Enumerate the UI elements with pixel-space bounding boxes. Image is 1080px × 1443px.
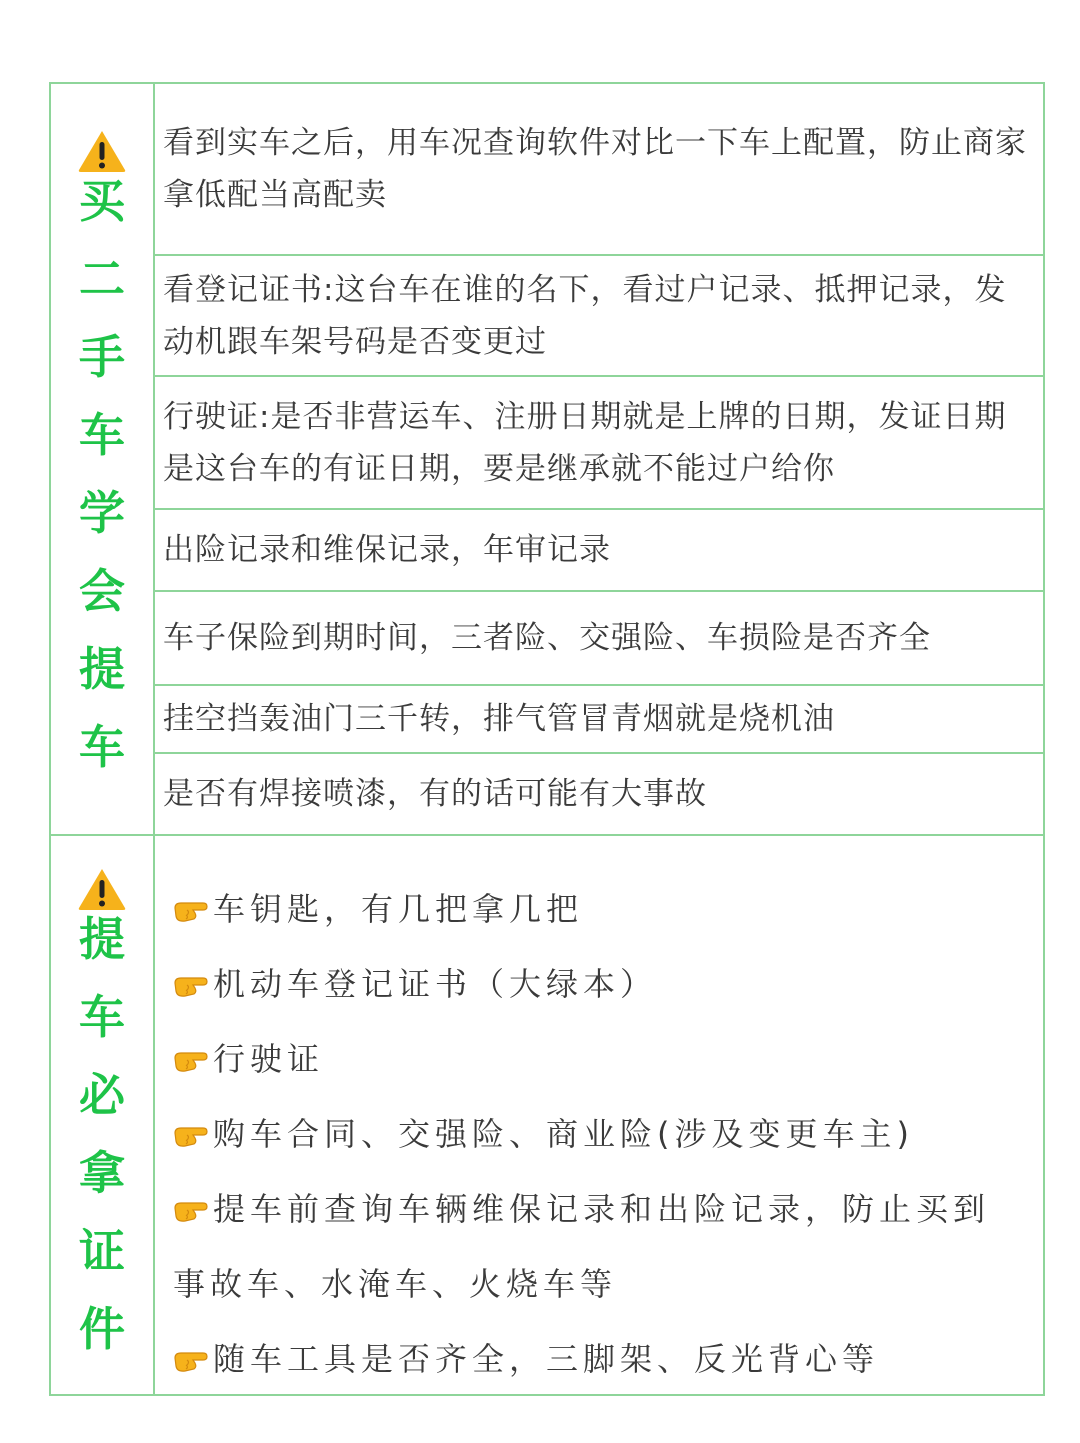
- table-row: [155, 377, 1043, 510]
- list-item: [173, 1322, 1023, 1397]
- list-item: [173, 947, 1023, 1022]
- list-item-text: 行驶证: [213, 1040, 325, 1078]
- pointing-hand-icon: [173, 894, 209, 924]
- row-text: 是否有焊接喷漆，有的话可能有大事故: [163, 776, 707, 812]
- pickup-list: [155, 836, 1043, 1394]
- section-buy-title: [79, 174, 125, 802]
- title-char: 件: [79, 1302, 125, 1356]
- list-item-text: 购车合同、交强险、商业险(涉及变更车主): [213, 1115, 914, 1153]
- list-item-text: 随车工具是否齐全，三脚架、反光背心等: [213, 1340, 880, 1378]
- title-char: 买: [79, 174, 125, 228]
- list-item: [173, 1022, 1023, 1097]
- row-text: 出险记录和维保记录，年审记录: [163, 532, 611, 568]
- section-pickup-title: [79, 912, 125, 1384]
- list-item: [173, 1172, 1023, 1322]
- list-item-text: 车钥匙，有几把拿几把: [213, 890, 584, 928]
- section-pickup-label: [51, 836, 155, 1394]
- title-char: 手: [79, 330, 125, 384]
- pointing-hand-icon: [173, 1194, 209, 1224]
- list-item: [173, 872, 1023, 947]
- warning-icon: [76, 866, 128, 912]
- title-char: 必: [79, 1068, 125, 1122]
- title-char: 证: [79, 1224, 125, 1278]
- table-row: [155, 754, 1043, 834]
- title-char: 拿: [79, 1146, 125, 1200]
- title-char: 会: [79, 564, 125, 618]
- title-char: 提: [79, 642, 125, 696]
- section-buy-used-car: [51, 84, 1043, 836]
- row-text: 车子保险到期时间，三者险、交强险、车损险是否齐全: [163, 620, 931, 656]
- list-item: [173, 1097, 1023, 1172]
- pointing-hand-icon: [173, 1344, 209, 1374]
- table-row: [155, 592, 1043, 686]
- pointing-hand-icon: [173, 969, 209, 999]
- row-text: 挂空挡轰油门三千转，排气管冒青烟就是烧机油: [163, 701, 835, 737]
- table-row: [155, 686, 1043, 754]
- title-char: 车: [79, 990, 125, 1044]
- title-char: 提: [79, 912, 125, 966]
- section-pickup-documents: [51, 836, 1043, 1394]
- list-item-text: 机动车登记证书（大绿本）: [213, 965, 658, 1003]
- row-text: 看登记证书:这台车在谁的名下，看过户记录、抵押记录，发动机跟车架号码是否变更过: [163, 271, 1007, 360]
- row-text: 行驶证:是否非营运车、注册日期就是上牌的日期，发证日期是这台车的有证日期，要是继承就不能过户给你: [163, 398, 1007, 487]
- table-row: [155, 84, 1043, 256]
- pointing-hand-icon: [173, 1119, 209, 1149]
- title-char: 学: [79, 486, 125, 540]
- title-char: 车: [79, 720, 125, 774]
- section-buy-label: [51, 84, 155, 834]
- title-char: 车: [79, 408, 125, 462]
- table-row: [155, 256, 1043, 377]
- list-item-text: 提车前查询车辆维保记录和出险记录，防止买到事故车、水淹车、火烧车等: [173, 1190, 991, 1303]
- pointing-hand-icon: [173, 1044, 209, 1074]
- title-char: 二: [79, 252, 125, 306]
- row-text: 看到实车之后，用车况查询软件对比一下车上配置，防止商家拿低配当高配卖: [163, 125, 1027, 213]
- table-row: [155, 510, 1043, 592]
- warning-icon: [76, 128, 128, 174]
- checklist-table: [49, 82, 1045, 1396]
